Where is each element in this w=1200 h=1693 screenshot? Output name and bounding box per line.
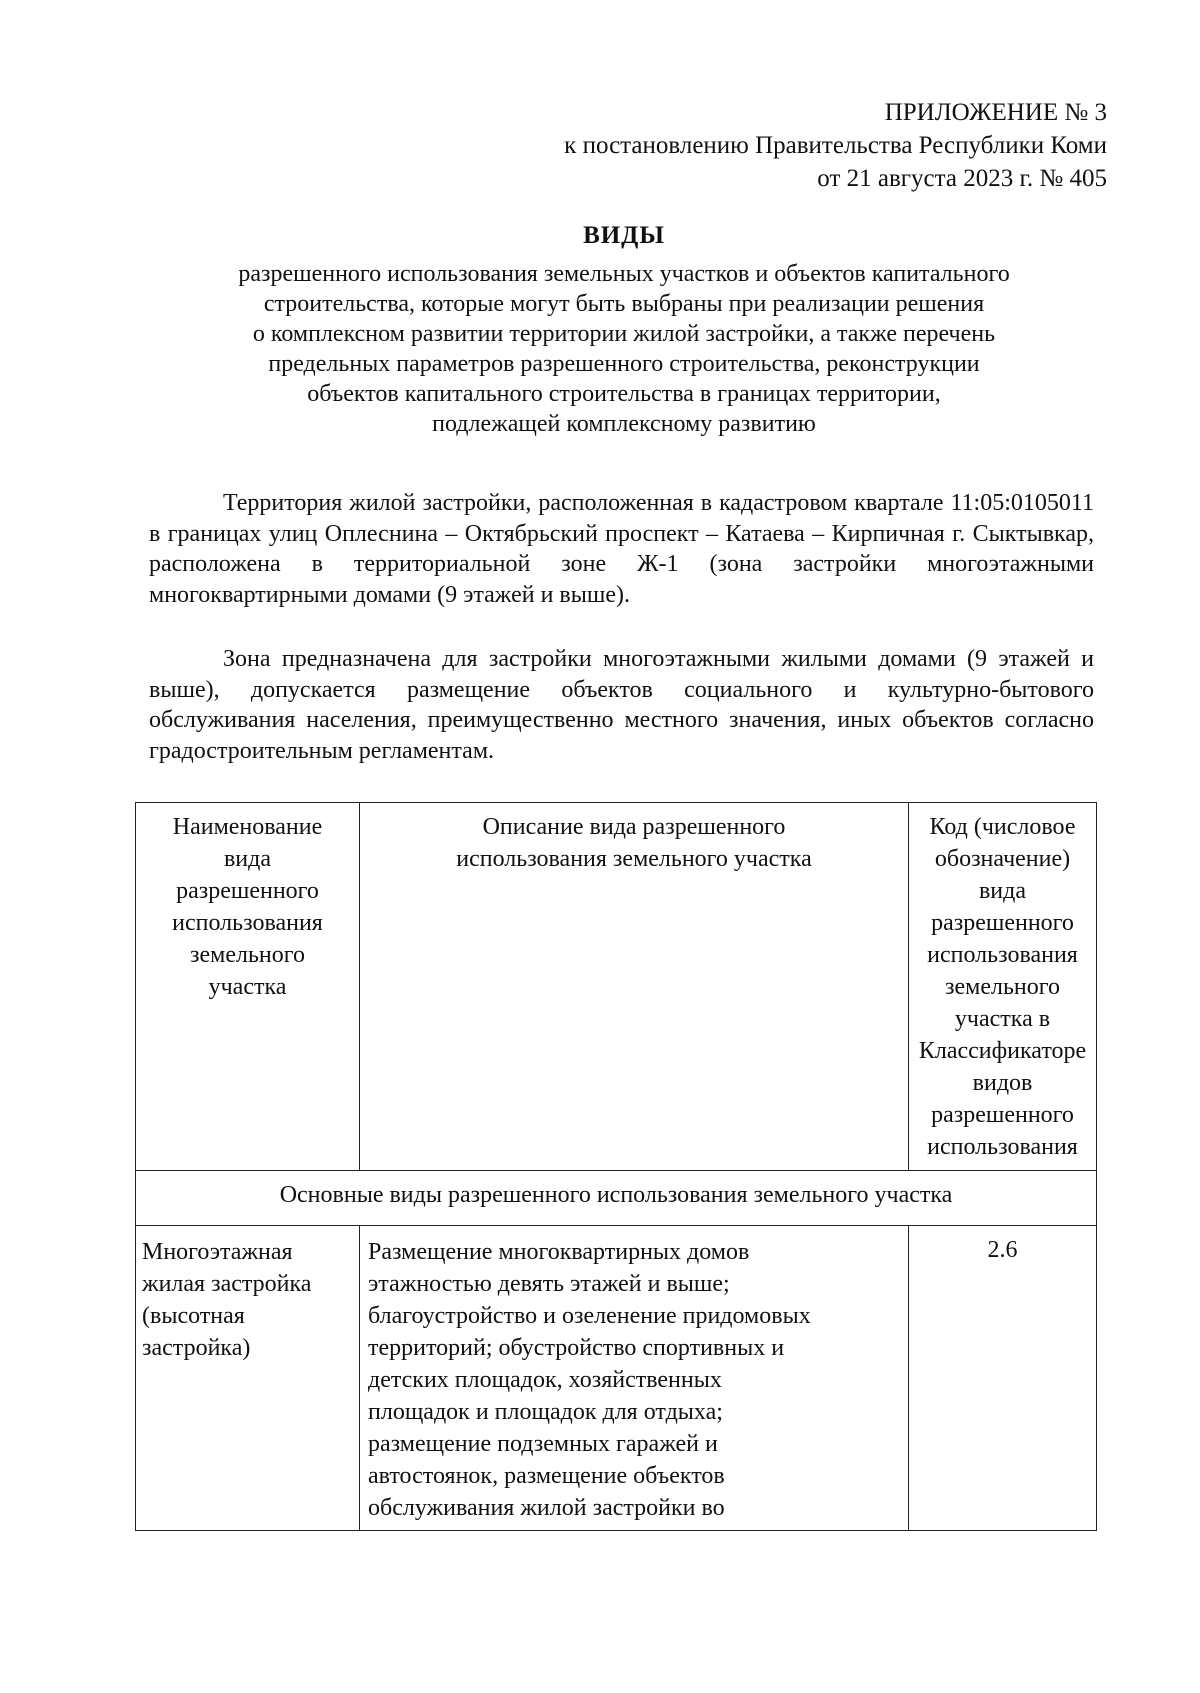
section-row xyxy=(136,1171,1097,1226)
use-name-cell xyxy=(136,1226,360,1531)
subtitle-line: разрешенного использования земельных участков и объектов капитального xyxy=(238,261,1010,287)
cell-line: территорий; обустройство спортивных и xyxy=(368,1335,785,1361)
header-line: разрешенного xyxy=(931,910,1074,936)
header-description-cell xyxy=(360,803,909,1171)
subtitle-line: объектов капитального строительства в границах территории, xyxy=(307,381,941,407)
territory-paragraph xyxy=(149,488,1094,610)
cell-line: Размещение многоквартирных домов xyxy=(368,1239,750,1265)
cell-line: размещение подземных гаражей и xyxy=(368,1431,718,1457)
cell-line: застройка) xyxy=(142,1335,251,1361)
cell-line: (высотная xyxy=(142,1303,245,1329)
header-line: вида xyxy=(223,846,272,872)
zone-paragraph xyxy=(149,644,1094,766)
table-row xyxy=(136,1226,1097,1531)
subtitle-line: о комплексном развитии территории жилой застройки, а также перечень xyxy=(252,321,996,347)
cell-line: автостоянок, размещение объектов xyxy=(368,1463,725,1489)
appendix-number: ПРИЛОЖЕНИЕ № 3 xyxy=(884,99,1107,126)
cell-line: площадок и площадок для отдыха; xyxy=(368,1399,723,1425)
header-line: земельного xyxy=(190,942,305,968)
header-line: разрешенного xyxy=(931,1102,1074,1128)
header-line: Код (числовое xyxy=(929,814,1076,840)
document-subtitle xyxy=(130,259,1118,439)
land-use-table xyxy=(135,802,1097,1531)
table-header-row xyxy=(136,803,1097,1171)
header-line: Классификаторе xyxy=(918,1038,1087,1064)
header-line: использования xyxy=(927,942,1078,968)
resolution-reference: к постановлению Правительства Республики Коми xyxy=(564,132,1107,159)
header-line: разрешенного xyxy=(176,878,319,904)
header-code-cell xyxy=(909,803,1097,1171)
header-line: использования земельного участка xyxy=(456,846,812,872)
header-name-cell xyxy=(136,803,360,1171)
header-line: использования xyxy=(927,1134,1078,1160)
document-title: ВИДЫ xyxy=(583,222,665,249)
header-line: участка xyxy=(208,974,287,1000)
resolution-date: от 21 августа 2023 г. № 405 xyxy=(817,165,1107,192)
header-line: Описание вида разрешенного xyxy=(482,814,786,840)
header-line: участка в xyxy=(954,1006,1051,1032)
appendix-header xyxy=(564,96,1107,195)
cell-line: детских площадок, хозяйственных xyxy=(368,1367,722,1393)
header-line: Наименование xyxy=(172,814,323,840)
subtitle-line: подлежащей комплексному развитию xyxy=(432,411,816,437)
header-line: обозначение) xyxy=(934,846,1071,872)
cell-line: благоустройство и озеленение придомовых xyxy=(368,1303,811,1329)
use-description-cell xyxy=(360,1226,909,1531)
section-title: Основные виды разрешенного использования земельного участка xyxy=(136,1171,1097,1226)
cell-line: Многоэтажная xyxy=(142,1239,293,1265)
use-code-cell: 2.6 xyxy=(909,1226,1097,1531)
subtitle-line: предельных параметров разрешенного строительства, реконструкции xyxy=(268,351,980,377)
subtitle-line: строительства, которые могут быть выбраны при реализации решения xyxy=(263,291,985,317)
cell-line: жилая застройка xyxy=(142,1271,312,1297)
cell-line: этажностью девять этажей и выше; xyxy=(368,1271,730,1297)
header-line: использования xyxy=(172,910,323,936)
cell-line: обслуживания жилой застройки во xyxy=(368,1495,725,1521)
header-line: вида xyxy=(978,878,1027,904)
header-line: видов xyxy=(972,1070,1033,1096)
paragraph-text: Зона предназначена для застройки многоэтажными жилыми домами (9 этажей и выше), допускается размещение объектов социального и культурно-бытового обслуживания населения, преимущественно местного значения, иных объектов согласно градостроительным регламентам. xyxy=(149,646,1094,764)
header-line: земельного xyxy=(945,974,1060,1000)
paragraph-text: Территория жилой застройки, расположенная в кадастровом квартале 11:05:0105011 в границах улиц Оплеснина – Октябрьский проспект – Катаева – Кирпичная г. Сыктывкар, расположена в территориальной зоне Ж-1 (зона застройки многоэтажными многоквартирными домами (9 этажей и выше). xyxy=(149,490,1094,608)
